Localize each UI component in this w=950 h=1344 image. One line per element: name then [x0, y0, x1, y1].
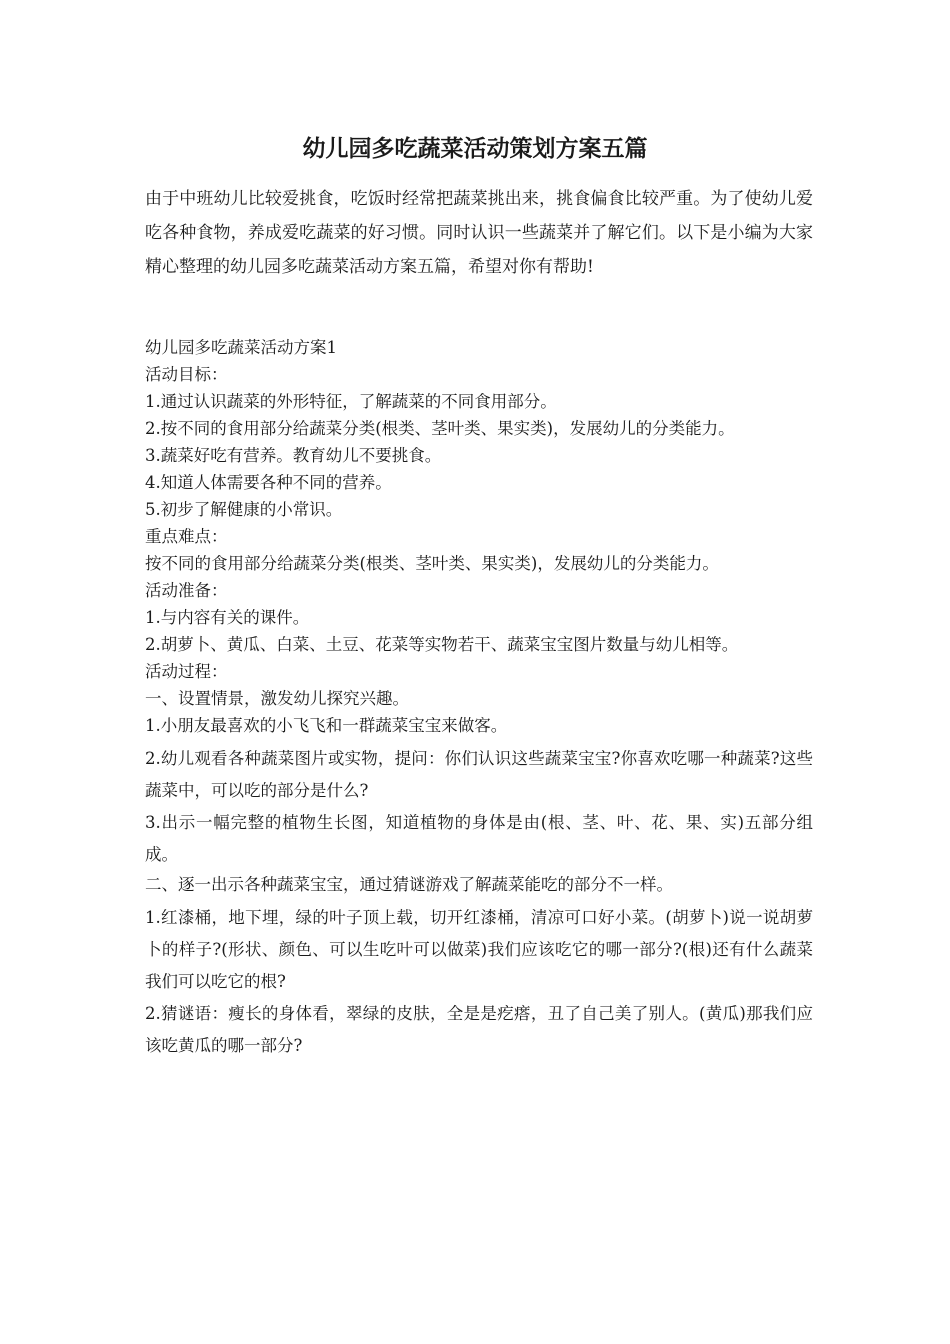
document-title: 幼儿园多吃蔬菜活动策划方案五篇	[302, 135, 648, 162]
section-item: 1.红漆桶，地下埋，绿的叶子顶上载，切开红漆桶，清凉可口好小菜。(胡萝卜)说一说胡萝卜的样子?(形状、颜色、可以生吃叶可以做菜)我们应该吃它的哪一部分?(根)还有什么蔬菜我们可以吃它的根?	[145, 908, 813, 991]
process-heading: 活动过程：	[145, 662, 228, 681]
section-item: 2.猜谜语：瘦长的身体看，翠绿的皮肤，全是是疙瘩，丑了自己美了别人。(黄瓜)那我们应该吃黄瓜的哪一部分?	[145, 1004, 813, 1055]
section-heading: 二、逐一出示各种蔬菜宝宝，通过猜谜游戏了解蔬菜能吃的部分不一样。	[145, 875, 673, 894]
goal-item: 1.通过认识蔬菜的外形特征，了解蔬菜的不同食用部分。	[145, 392, 557, 411]
prep-item: 1.与内容有关的课件。	[145, 608, 310, 627]
plan-heading: 幼儿园多吃蔬菜活动方案1	[145, 338, 337, 357]
goal-item: 5.初步了解健康的小常识。	[145, 500, 343, 519]
goal-heading: 活动目标：	[145, 365, 228, 384]
goal-item: 2.按不同的食用部分给蔬菜分类(根类、茎叶类、果实类)，发展幼儿的分类能力。	[145, 419, 735, 438]
section-item: 3.出示一幅完整的植物生长图，知道植物的身体是由(根、茎、叶、花、果、实)五部分组成。	[145, 813, 813, 864]
prep-item: 2.胡萝卜、黄瓜、白菜、土豆、花菜等实物若干、蔬菜宝宝图片数量与幼儿相等。	[145, 635, 739, 654]
goal-item: 4.知道人体需要各种不同的营养。	[145, 473, 392, 492]
section-item: 1.小朋友最喜欢的小飞飞和一群蔬菜宝宝来做客。	[145, 716, 508, 735]
goal-item: 3.蔬菜好吃有营养。教育幼儿不要挑食。	[145, 446, 442, 465]
intro-paragraph: 由于中班幼儿比较爱挑食，吃饭时经常把蔬菜挑出来，挑食偏食比较严重。为了使幼儿爱吃各种食物，养成爱吃蔬菜的好习惯。同时认识一些蔬菜并了解它们。以下是小编为大家精心整理的幼儿园多吃蔬菜活动方案五篇，希望对你有帮助!	[145, 189, 813, 277]
section-item: 2.幼儿观看各种蔬菜图片或实物，提问：你们认识这些蔬菜宝宝?你喜欢吃哪一种蔬菜?这些蔬菜中，可以吃的部分是什么?	[145, 749, 813, 800]
prep-heading: 活动准备：	[145, 581, 228, 600]
document-body	[145, 334, 813, 1062]
section-heading: 一、设置情景，激发幼儿探究兴趣。	[145, 689, 409, 708]
key-text: 按不同的食用部分给蔬菜分类(根类、茎叶类、果实类)，发展幼儿的分类能力。	[145, 554, 719, 573]
key-heading: 重点难点：	[145, 527, 228, 546]
